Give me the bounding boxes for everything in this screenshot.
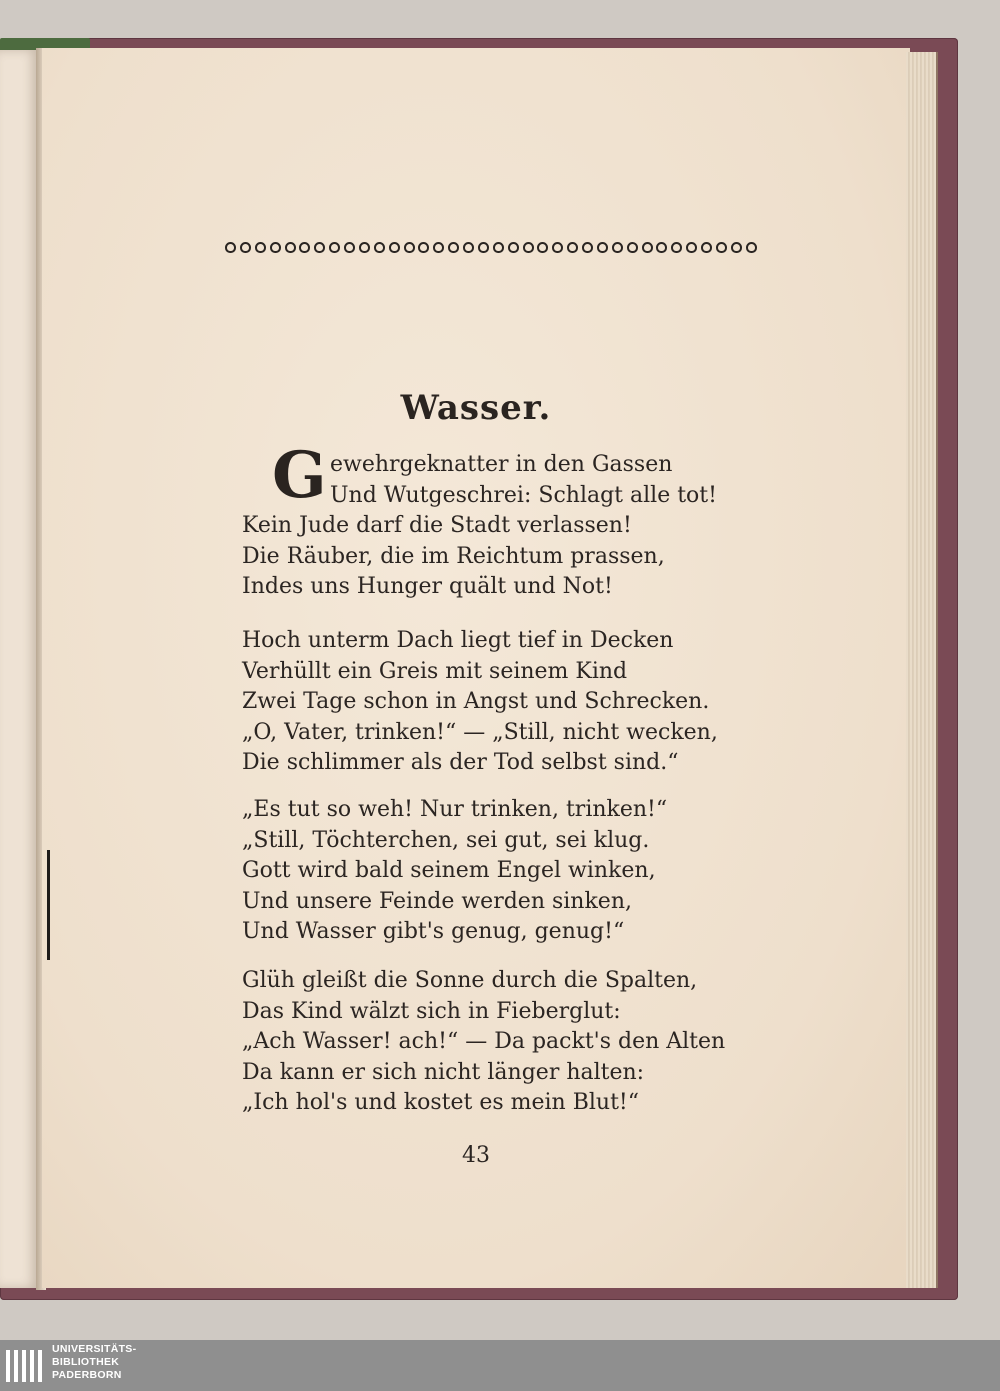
drop-cap: G — [272, 438, 327, 513]
heart-icon — [344, 242, 355, 253]
heart-icon — [225, 242, 236, 253]
heart-icon — [270, 242, 281, 253]
heart-icon — [552, 242, 563, 253]
heart-icon — [299, 242, 310, 253]
heart-icon — [537, 242, 548, 253]
left-page-edge — [0, 50, 38, 1288]
stanza-2 — [242, 626, 782, 779]
poem-line: Hoch unterm Dach liegt tief in Decken — [242, 628, 674, 653]
heart-icon — [255, 242, 266, 253]
heart-icon — [612, 242, 623, 253]
logo-line: UNIVERSITÄTS- — [52, 1343, 137, 1355]
margin-mark — [47, 850, 50, 960]
heart-icon — [359, 242, 370, 253]
poem-line: Glüh gleißt die Sonne durch die Spalten, — [242, 968, 698, 993]
poem-line: „Es tut so weh! Nur trinken, trinken!“ — [242, 797, 668, 822]
page-block-edges — [906, 52, 938, 1288]
heart-icon — [404, 242, 415, 253]
poem-line: Zwei Tage schon in Angst und Schrecken. — [242, 689, 710, 714]
heart-icon — [716, 242, 727, 253]
heart-icon — [567, 242, 578, 253]
heart-icon — [463, 242, 474, 253]
stanza-4 — [242, 966, 782, 1119]
logo-line: BIBLIOTHEK — [52, 1356, 120, 1368]
heart-icon — [731, 242, 742, 253]
poem-line: Verhüllt ein Greis mit seinem Kind — [242, 658, 628, 684]
heart-icon — [478, 242, 489, 253]
poem-line: „Ach Wasser! ach!“ — Da packt's den Alten — [242, 1029, 726, 1054]
heart-icon — [508, 242, 519, 253]
poem-line: Indes uns Hunger quält und Not! — [242, 574, 613, 599]
heart-icon — [374, 242, 385, 253]
heart-icon — [285, 242, 296, 253]
heart-icon — [656, 242, 667, 253]
library-logo-icon — [4, 1346, 44, 1386]
heart-icon — [746, 242, 757, 253]
heart-ornament-row — [225, 238, 757, 256]
poem-line: Gott wird bald seinem Engel winken, — [242, 858, 656, 883]
poem-line: „Ich hol's und kostet es mein Blut!“ — [242, 1090, 640, 1115]
stanza-1 — [242, 438, 782, 603]
poem-line: „Still, Töchterchen, sei gut, sei klug. — [242, 827, 650, 853]
poem-line: Und unsere Feinde werden sinken, — [242, 888, 632, 914]
heart-icon — [433, 242, 444, 253]
heart-icon — [597, 242, 608, 253]
stanza-3 — [242, 795, 782, 948]
heart-icon — [686, 242, 697, 253]
book-page — [42, 48, 910, 1288]
heart-icon — [448, 242, 459, 253]
heart-icon — [493, 242, 504, 253]
library-footer-bar — [0, 1340, 1000, 1391]
heart-icon — [329, 242, 340, 253]
heart-icon — [582, 242, 593, 253]
heart-icon — [627, 242, 638, 253]
poem-line: Das Kind wälzt sich in Fieberglut: — [242, 998, 621, 1024]
poem-line: Da kann er sich nicht länger halten: — [242, 1059, 645, 1085]
heart-icon — [314, 242, 325, 253]
poem-line: Und Wutgeschrei: Schlagt alle tot! — [330, 482, 717, 508]
poem-line: Kein Jude darf die Stadt verlassen! — [242, 513, 632, 538]
poem-line: ewehrgeknatter in den Gassen — [330, 452, 673, 477]
poem-line: „O, Vater, trinken!“ — „Still, nicht wecken, — [242, 719, 718, 745]
logo-line: PADERBORN — [52, 1369, 122, 1381]
poem-line: Die Räuber, die im Reichtum prassen, — [242, 543, 665, 569]
page-number: 43 — [462, 1143, 490, 1168]
heart-icon — [701, 242, 712, 253]
library-logo-text — [52, 1343, 136, 1382]
poem-title: Wasser. — [400, 388, 552, 428]
poem-line: Und Wasser gibt's genug, genug!“ — [242, 919, 625, 944]
poem-line: Die schlimmer als der Tod selbst sind.“ — [242, 750, 679, 775]
heart-icon — [642, 242, 653, 253]
heart-icon — [671, 242, 682, 253]
heart-icon — [418, 242, 429, 253]
heart-icon — [240, 242, 251, 253]
heart-icon — [523, 242, 534, 253]
heart-icon — [389, 242, 400, 253]
